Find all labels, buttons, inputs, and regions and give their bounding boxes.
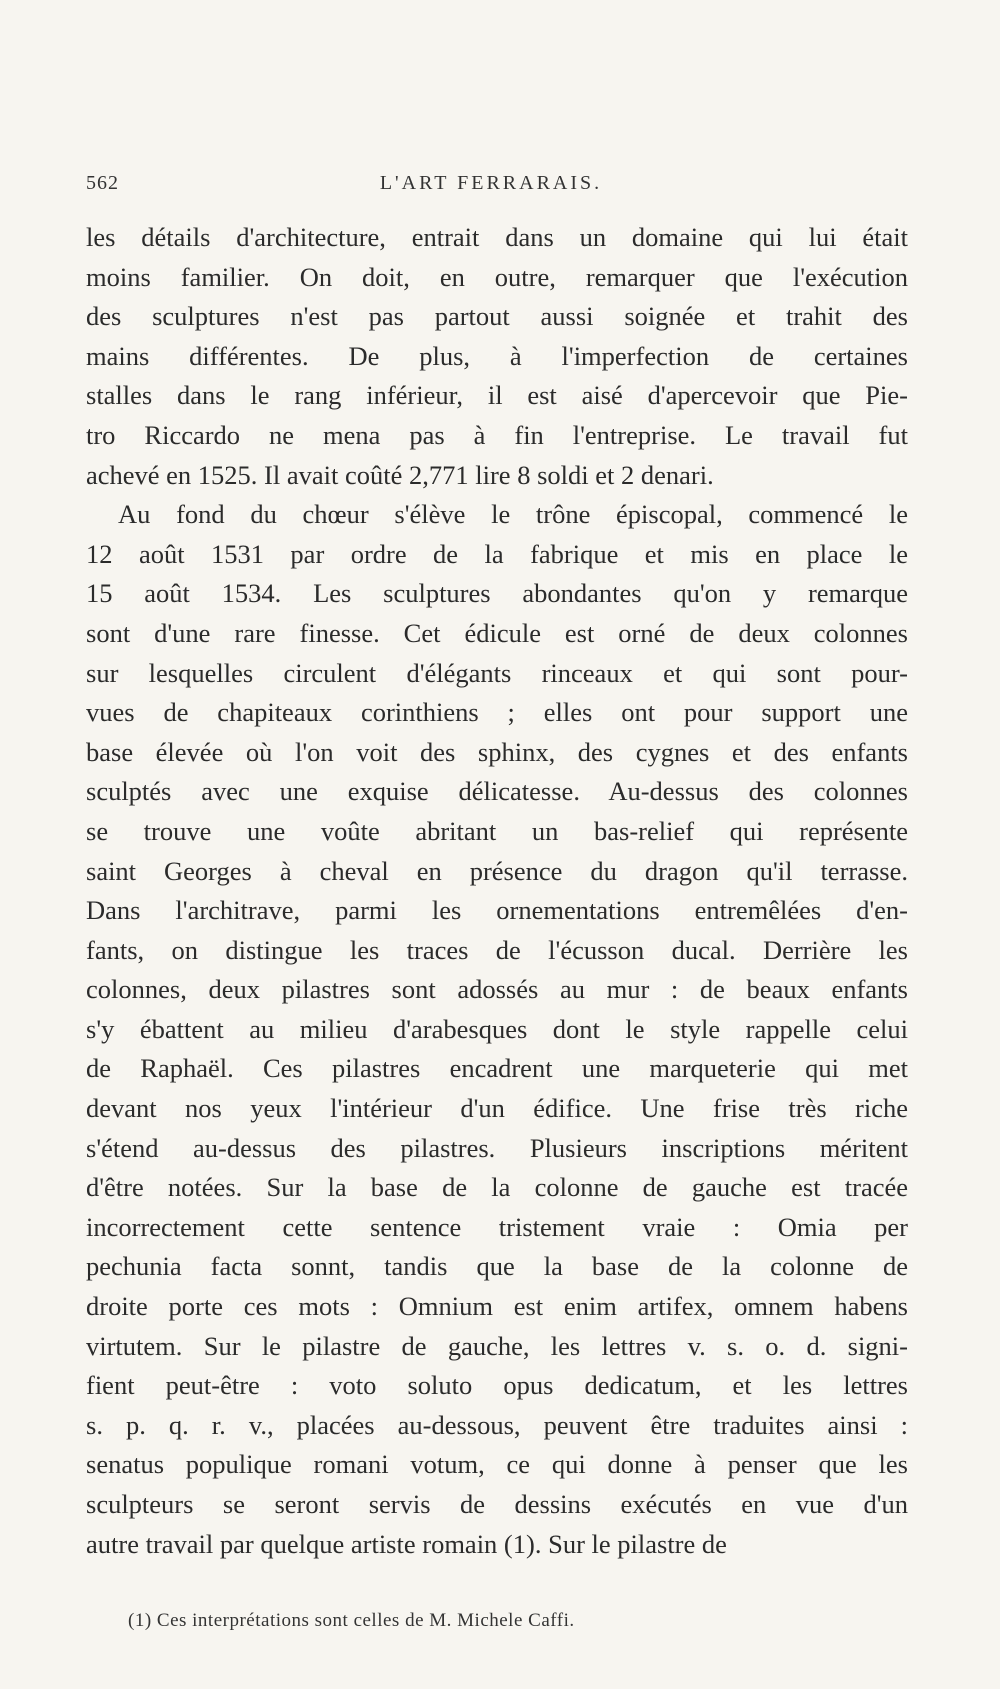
text-line: les détails d'architecture, entrait dans un domaine qui lui était — [86, 222, 908, 252]
text-line: moins familier. On doit, en outre, remarquer que l'exécution — [86, 261, 908, 292]
text-line: autre travail par quelque artiste romain (1). Sur le pilastre de — [86, 1528, 727, 1559]
text-line: 12 août 1531 par ordre de la fabrique et mis en place le — [86, 538, 908, 569]
text-line: s. p. q. r. v., placées au-dessous, peuvent être traduites ainsi : — [86, 1409, 908, 1440]
text-line: base élevée où l'on voit des sphinx, des cygnes et des enfants — [86, 736, 908, 767]
text-line: stalles dans le rang inférieur, il est aisé d'apercevoir que Pie- — [86, 380, 908, 411]
text-line: de Raphaël. Ces pilastres encadrent une marqueterie qui met — [86, 1053, 908, 1084]
footnote: (1) Ces interprétations sont celles de M. Michele Caffi. — [128, 1610, 575, 1631]
text-line: 15 août 1534. Les sculptures abondantes qu'on y remarque — [86, 578, 908, 609]
text-line: des sculptures n'est pas partout aussi soignée et trahit des — [86, 301, 908, 332]
text-line: saint Georges à cheval en présence du dragon qu'il terrasse. — [86, 855, 908, 886]
text-line: sur lesquelles circulent d'élégants rinceaux et qui sont pour- — [86, 657, 908, 688]
text-line: senatus populique romani votum, ce qui donne à penser que les — [86, 1449, 908, 1480]
page-number: 562 — [86, 172, 119, 194]
text-line: Au fond du chœur s'élève le trône épiscopal, commencé le — [118, 499, 908, 530]
text-line: virtutem. Sur le pilastre de gauche, les lettres v. s. o. d. signi- — [86, 1330, 908, 1361]
text-line: se trouve une voûte abritant un bas-relief qui représente — [86, 815, 908, 846]
text-line: fants, on distingue les traces de l'écusson ducal. Derrière les — [86, 934, 908, 965]
text-line: vues de chapiteaux corinthiens ; elles ont pour support une — [86, 697, 908, 728]
text-line: incorrectement cette sentence tristement vraie : Omia per — [86, 1211, 908, 1242]
body-text — [86, 218, 908, 1564]
running-title: L'ART FERRARAIS. — [379, 172, 603, 194]
text-line: pechunia facta sonnt, tandis que la base de la colonne de — [86, 1251, 908, 1282]
text-line: Dans l'architrave, parmi les ornementations entremêlées d'en- — [86, 895, 908, 926]
text-line: sculptés avec une exquise délicatesse. Au-dessus des colonnes — [86, 776, 908, 807]
text-line: d'être notées. Sur la base de la colonne de gauche est tracée — [86, 1172, 908, 1203]
text-line: sculpteurs se seront servis de dessins exécutés en vue d'un — [86, 1489, 908, 1519]
text-line: fient peut-être : voto soluto opus dedicatum, et les lettres — [86, 1370, 908, 1401]
text-line: s'y ébattent au milieu d'arabesques dont le style rappelle celui — [86, 1013, 908, 1044]
text-line: sont d'une rare finesse. Cet édicule est orné de deux colonnes — [86, 617, 908, 648]
text-line: mains différentes. De plus, à l'imperfection de certaines — [86, 340, 908, 371]
text-line: devant nos yeux l'intérieur d'un édifice. Une frise très riche — [86, 1093, 908, 1124]
text-line: tro Riccardo ne mena pas à fin l'entreprise. Le travail fut — [86, 419, 908, 450]
text-line: achevé en 1525. Il avait coûté 2,771 lire 8 soldi et 2 denari. — [86, 459, 714, 490]
text-line: droite porte ces mots : Omnium est enim artifex, omnem habens — [86, 1291, 908, 1322]
text-line: s'étend au-dessus des pilastres. Plusieurs inscriptions méritent — [86, 1132, 908, 1163]
text-line: colonnes, deux pilastres sont adossés au mur : de beaux enfants — [86, 974, 908, 1005]
